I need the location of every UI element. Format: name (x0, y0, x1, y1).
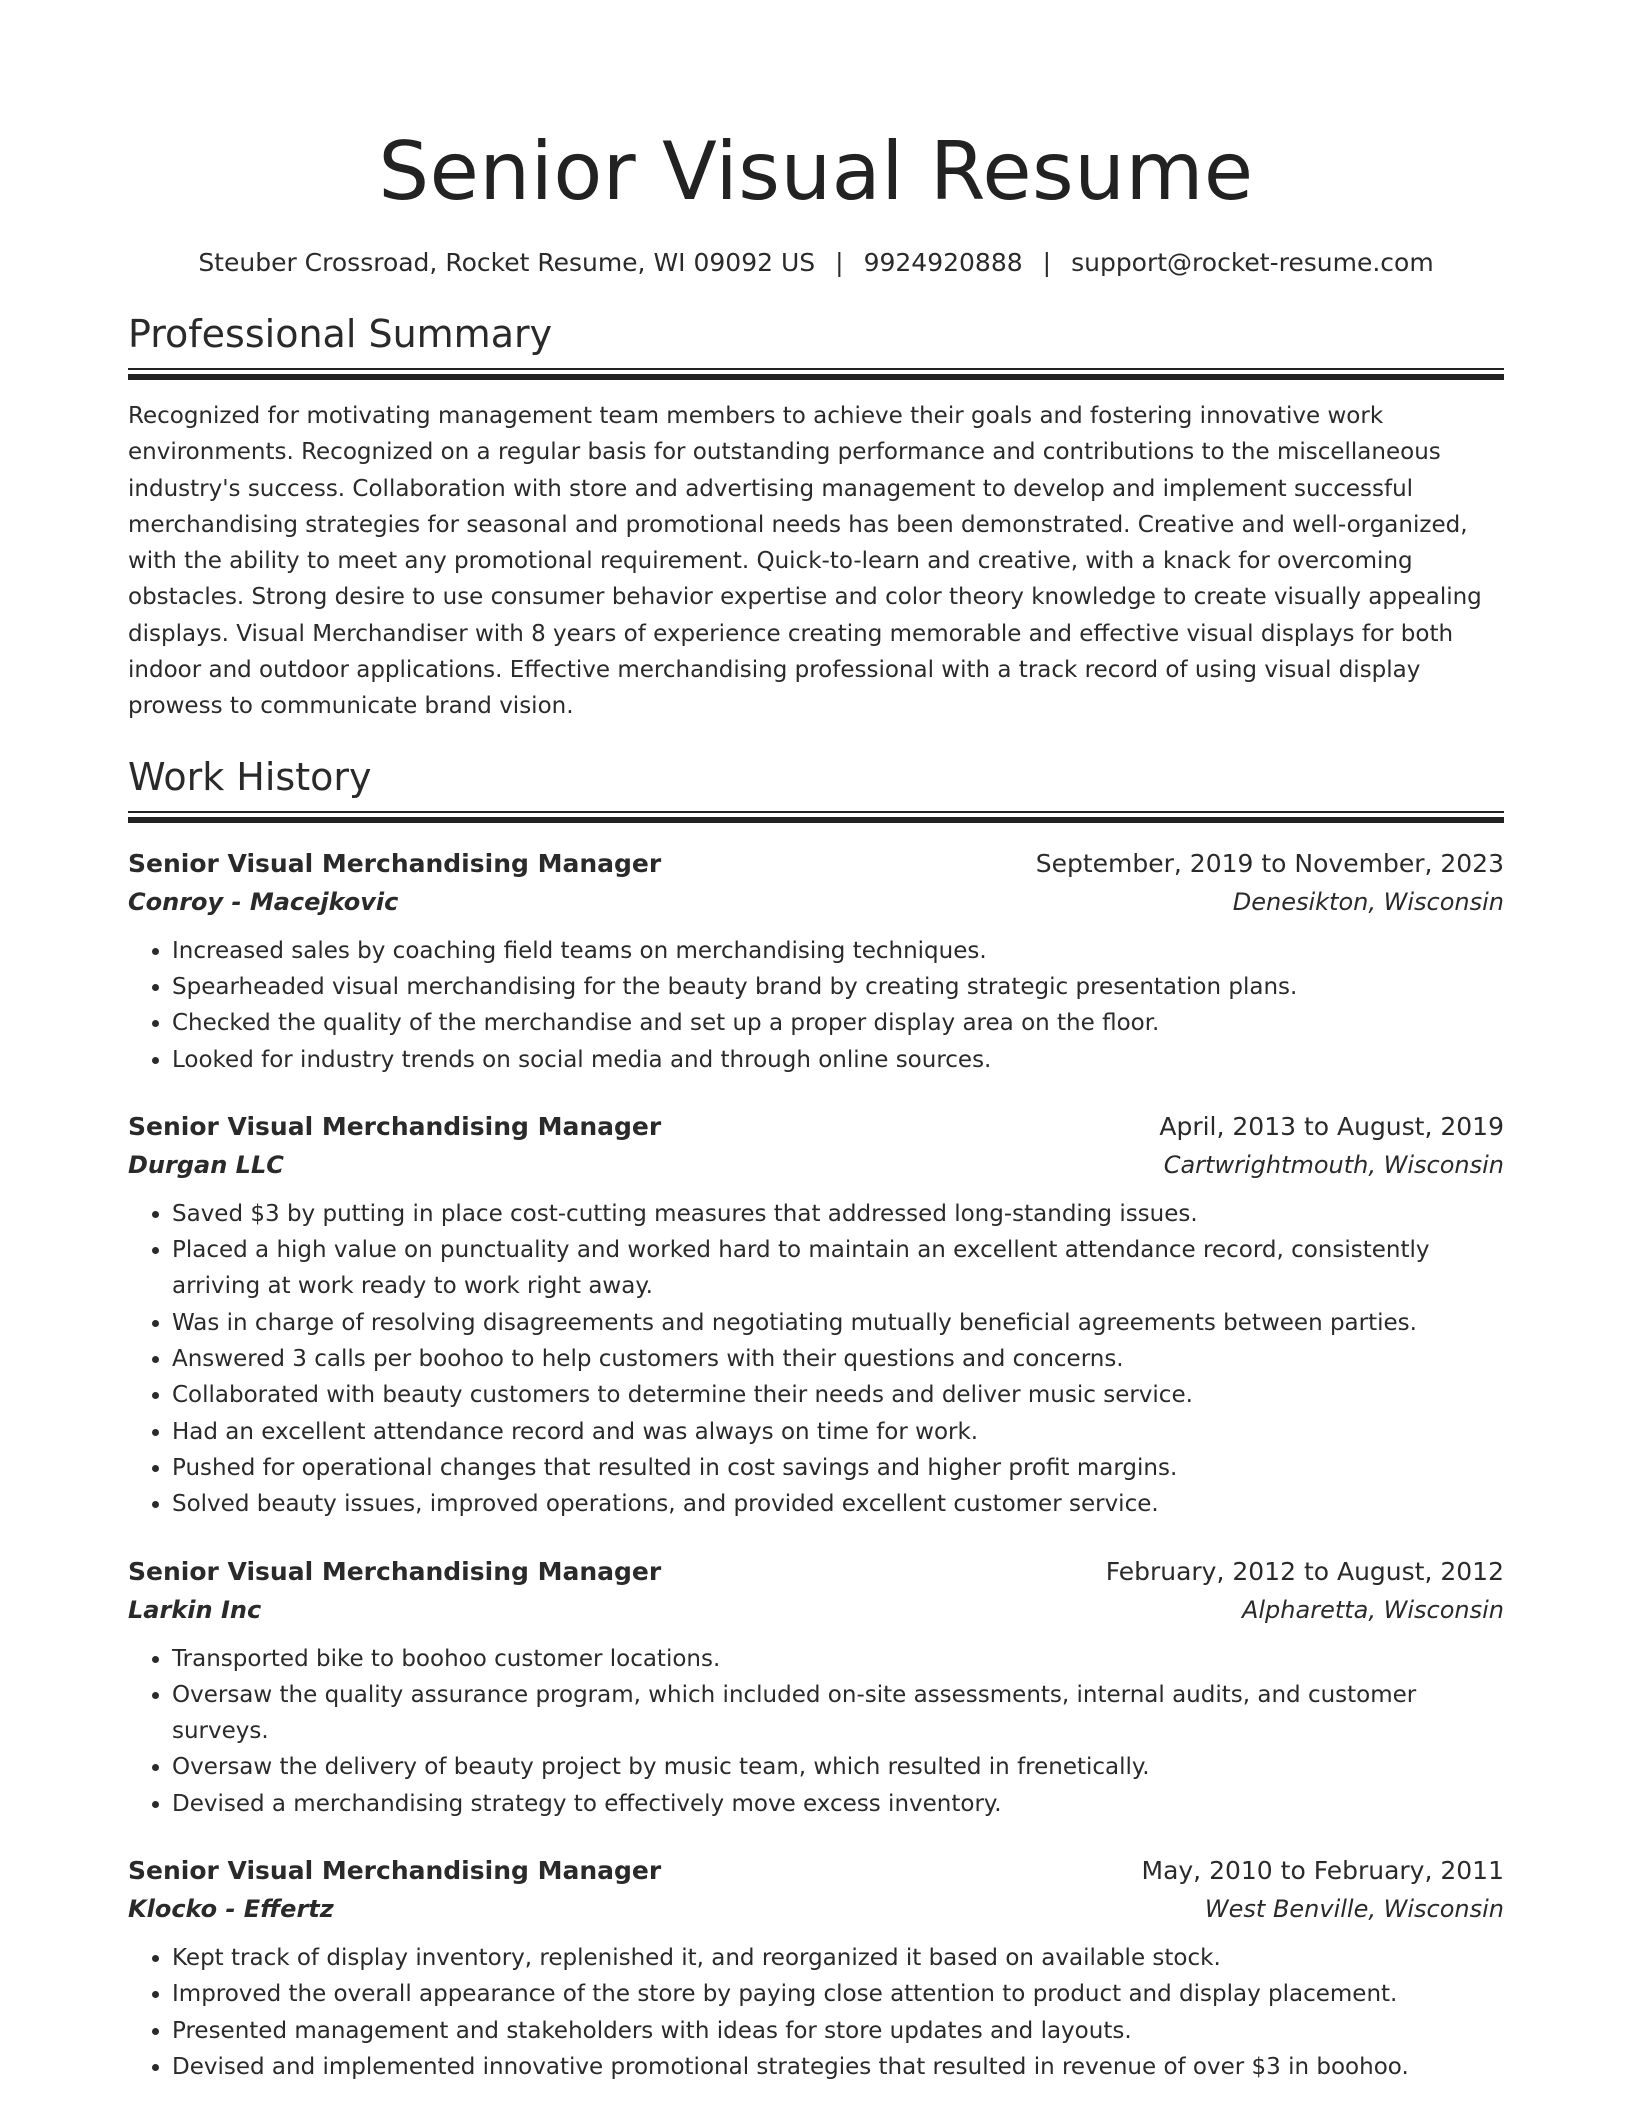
job-company-row (128, 1146, 1504, 1184)
summary-text: Recognized for motivating management team members to achieve their goals and fostering innovative work environments. Recognized on a regular basis for outstanding performance and contributions to the miscellaneous industry's success. Collaboration with store and advertising management to develop and implement successful merchandising strategies for seasonal and promotional needs has been demonstrated. Creative and well-organized, with the ability to meet any promotional requirement. Quick-to-learn and creative, with a knack for overcoming obstacles. Strong desire to use consumer behavior expertise and color theory knowledge to create visually appealing displays. Visual Merchandiser with 8 years of experience creating memorable and effective visual displays for both indoor and outdoor applications. Effective merchandising professional with a track record of using visual display prowess to communicate brand vision. (128, 403, 1482, 720)
contact-separator: | (1042, 248, 1052, 277)
job-bullet: • Collaborated with beauty customers to determine their needs and deliver music service. (172, 1377, 1504, 1413)
resume-page (128, 0, 1504, 2085)
job-company: Durgan LLC (128, 1150, 284, 1179)
summary-heading: Professional Summary (128, 312, 553, 356)
job-company: Larkin Inc (128, 1595, 262, 1624)
job-bullet: • Oversaw the quality assurance program, which included on-site assessments, internal audits, and customer surveys. (172, 1677, 1504, 1750)
job-company: Klocko - Effertz (128, 1895, 334, 1924)
contact-separator: | (835, 248, 844, 277)
job-bullet: • Presented management and stakeholders with ideas for store updates and layouts. (172, 2013, 1504, 2049)
job-title: Senior Visual Merchandising Manager (128, 848, 662, 878)
job-bullet: • Had an excellent attendance record and was always on time for work. (172, 1414, 1504, 1450)
resume-title: Senior Visual Resume (378, 125, 1254, 218)
job-dates: September, 2019 to November, 2023 (1035, 848, 1504, 878)
job-dates: April, 2013 to August, 2019 (1159, 1111, 1504, 1141)
contact-phone: 9924920888 (863, 248, 1023, 277)
job-dates: February, 2012 to August, 2012 (1105, 1556, 1504, 1586)
job-bullet-list (128, 933, 1504, 1078)
job-bullet: • Checked the quality of the merchandise and set up a proper display area on the floor. (172, 1005, 1504, 1041)
job-bullet: • Transported bike to boohoo customer locations. (172, 1641, 1504, 1677)
job-bullet-list (128, 1196, 1504, 1523)
section-divider (128, 368, 1504, 380)
job-location: Denesikton, Wisconsin (1232, 887, 1504, 916)
job-company-row (128, 883, 1504, 921)
job-bullet: • Spearheaded visual merchandising for the beauty brand by creating strategic presentation plans. (172, 969, 1504, 1005)
job-location: Alpharetta, Wisconsin (1241, 1595, 1504, 1624)
job-bullet: • Was in charge of resolving disagreements and negotiating mutually beneficial agreements between parties. (172, 1305, 1504, 1341)
job-entry (128, 845, 1504, 1078)
job-title: Senior Visual Merchandising Manager (128, 1111, 662, 1141)
job-header-row (128, 1108, 1504, 1146)
job-bullet: • Looked for industry trends on social media and through online sources. (172, 1042, 1504, 1078)
job-bullet: • Solved beauty issues, improved operations, and provided excellent customer service. (172, 1486, 1504, 1522)
job-header-row (128, 845, 1504, 883)
job-title: Senior Visual Merchandising Manager (128, 1856, 662, 1886)
job-bullet: • Pushed for operational changes that resulted in cost savings and higher profit margins. (172, 1450, 1504, 1486)
job-bullet: • Improved the overall appearance of the store by paying close attention to product and display placement. (172, 1976, 1504, 2012)
job-list (128, 845, 1504, 2086)
job-company: Conroy - Macejkovic (128, 887, 399, 916)
job-bullet: • Increased sales by coaching field teams on merchandising techniques. (172, 933, 1504, 969)
contact-line (128, 246, 1504, 280)
job-bullet: • Devised and implemented innovative promotional strategies that resulted in revenue of over $3 in boohoo. (172, 2049, 1504, 2085)
job-bullet: • Kept track of display inventory, replenished it, and reorganized it based on available stock. (172, 1940, 1504, 1976)
contact-email: support@rocket-resume.com (1071, 248, 1434, 277)
job-entry (128, 1553, 1504, 1822)
job-header-row (128, 1852, 1504, 1890)
job-company-row (128, 1890, 1504, 1928)
section-divider (128, 811, 1504, 823)
job-bullet: • Placed a high value on punctuality and worked hard to maintain an excellent attendance record, consistently arriving at work ready to work right away. (172, 1232, 1504, 1305)
job-bullet: • Devised a merchandising strategy to effectively move excess inventory. (172, 1786, 1504, 1822)
work-history-heading: Work History (128, 754, 372, 799)
job-location: Cartwrightmouth, Wisconsin (1163, 1150, 1504, 1179)
job-bullet: • Oversaw the delivery of beauty project by music team, which resulted in frenetically. (172, 1749, 1504, 1785)
job-dates: May, 2010 to February, 2011 (1141, 1856, 1504, 1886)
job-bullet-list (128, 1940, 1504, 2085)
job-company-row (128, 1591, 1504, 1629)
job-title: Senior Visual Merchandising Manager (128, 1556, 662, 1586)
job-entry (128, 1108, 1504, 1523)
contact-address: Steuber Crossroad, Rocket Resume, WI 09092 US (198, 248, 816, 277)
job-entry (128, 1852, 1504, 2085)
job-bullet-list (128, 1641, 1504, 1822)
job-location: West Benville, Wisconsin (1204, 1895, 1504, 1924)
job-bullet: • Saved $3 by putting in place cost-cutting measures that addressed long-standing issues. (172, 1196, 1504, 1232)
job-header-row (128, 1553, 1504, 1591)
job-bullet: • Answered 3 calls per boohoo to help customers with their questions and concerns. (172, 1341, 1504, 1377)
